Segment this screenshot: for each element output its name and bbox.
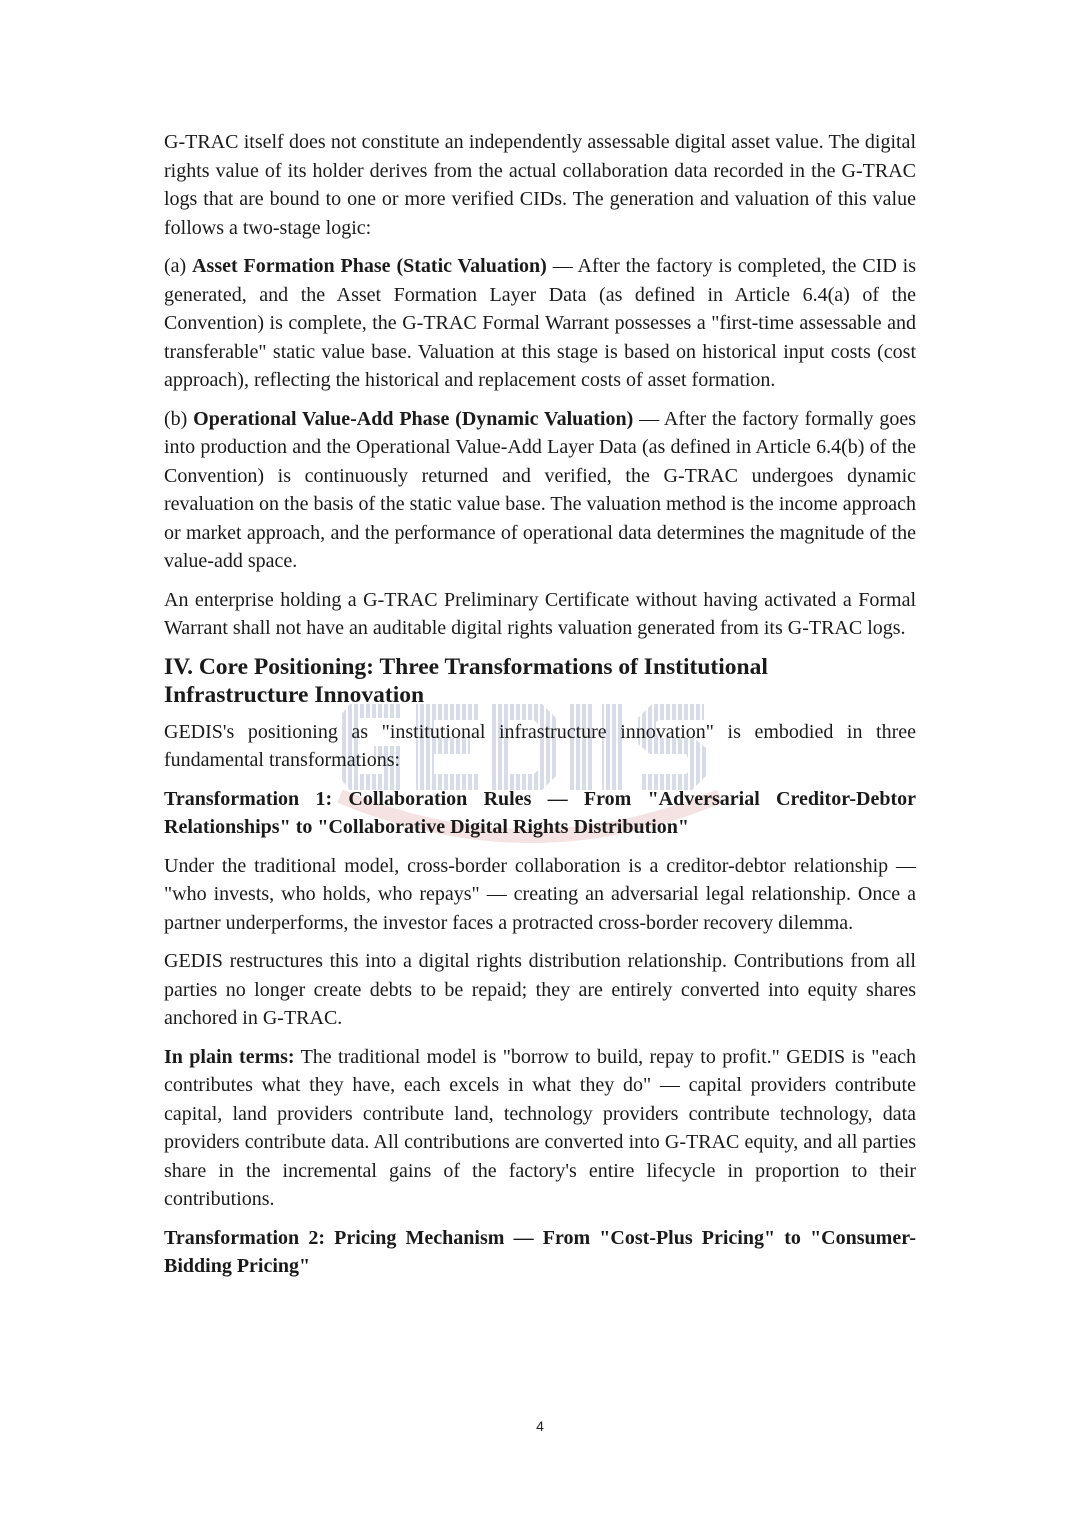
operational-value-add-phase-paragraph [164,405,916,576]
section-iv-intro: GEDIS's positioning as "institutional infrastructure innovation" is embodied in three fundamental transformations: [164,720,916,771]
asset-formation-phase-paragraph [164,252,916,395]
transformation-1-paragraph-2: GEDIS restructures this into a digital rights distribution relationship. Contributions from all parties no longer create debts to be repaid; they are entirely converted into equity shares anchored in G-TRAC. [164,950,916,1029]
phase-a-body: — After the factory is completed, the CID is generated, and the Asset Formation Layer Data (as defined in Article 6.4(a) of the Convention) is complete, the G-TRAC Formal Warrant possesses a "first-time assessable and transferable" static value base. Valuation at this stage is based on historical input costs (cost approach), reflecting the historical and replacement costs of asset formation. [164,255,917,391]
plain-terms-label: In plain terms: [164,1045,295,1068]
phase-a-prefix: (a) [164,255,193,277]
phase-b-body: — After the factory formally goes into production and the Operational Value-Add Layer Data (as defined in Article 6.4(b) of the Convention) is continuously returned and verified, the G-TRAC undergoes dynamic revaluation on the basis of the static value base. The valuation method is the income approach or market approach, and the performance of operational data determines the magnitude of the value-add space. [164,407,916,572]
intro-paragraph: G-TRAC itself does not constitute an independently assessable digital asset value. The digital rights value of its holder derives from the actual collaboration data recorded in the G-TRAC logs that are bound to one or more verified CIDs. The generation and valuation of this value follows a two-stage logic: [164,131,916,239]
page-number: 4 [536,1418,544,1434]
document-body [164,128,916,1291]
phase-b-prefix: (b) [164,407,194,430]
transformation-1-paragraph-1: Under the traditional model, cross-border collaboration is a creditor-debtor relationship — "who invests, who holds, who repays" — creating an adversarial legal relationship. Once a partner underperforms, the investor faces a protracted cross-border recovery dilemma. [164,854,916,934]
transformation-2-heading: Transformation 2: Pricing Mechanism — From "Cost-Plus Pricing" to "Consumer-Bidding Pricing" [164,1226,916,1277]
phase-a-title: Asset Formation Phase (Static Valuation) [192,255,547,277]
plain-terms-paragraph [164,1043,916,1214]
plain-terms-body: The traditional model is "borrow to build, repay to profit." GEDIS is "each contributes what they have, each excels in what they do" — capital providers contribute capital, land providers contribute land, technology providers contribute technology, data providers contribute data. All contributions are converted into G-TRAC equity, and all parties share in the incremental gains of the factory's entire lifecycle in proportion to their contributions. [164,1045,916,1210]
preliminary-certificate-paragraph: An enterprise holding a G-TRAC Preliminary Certificate without having activated a Formal Warrant shall not have an auditable digital rights valuation generated from its G-TRAC logs. [164,588,916,639]
transformation-1-heading: Transformation 1: Collaboration Rules — From "Adversarial Creditor-Debtor Relationships" to "Collaborative Digital Rights Distribution" [164,787,916,838]
phase-b-title: Operational Value-Add Phase (Dynamic Valuation) [193,407,634,430]
section-iv-heading: IV. Core Positioning: Three Transformations of Institutional Infrastructure Innovation [164,653,768,708]
